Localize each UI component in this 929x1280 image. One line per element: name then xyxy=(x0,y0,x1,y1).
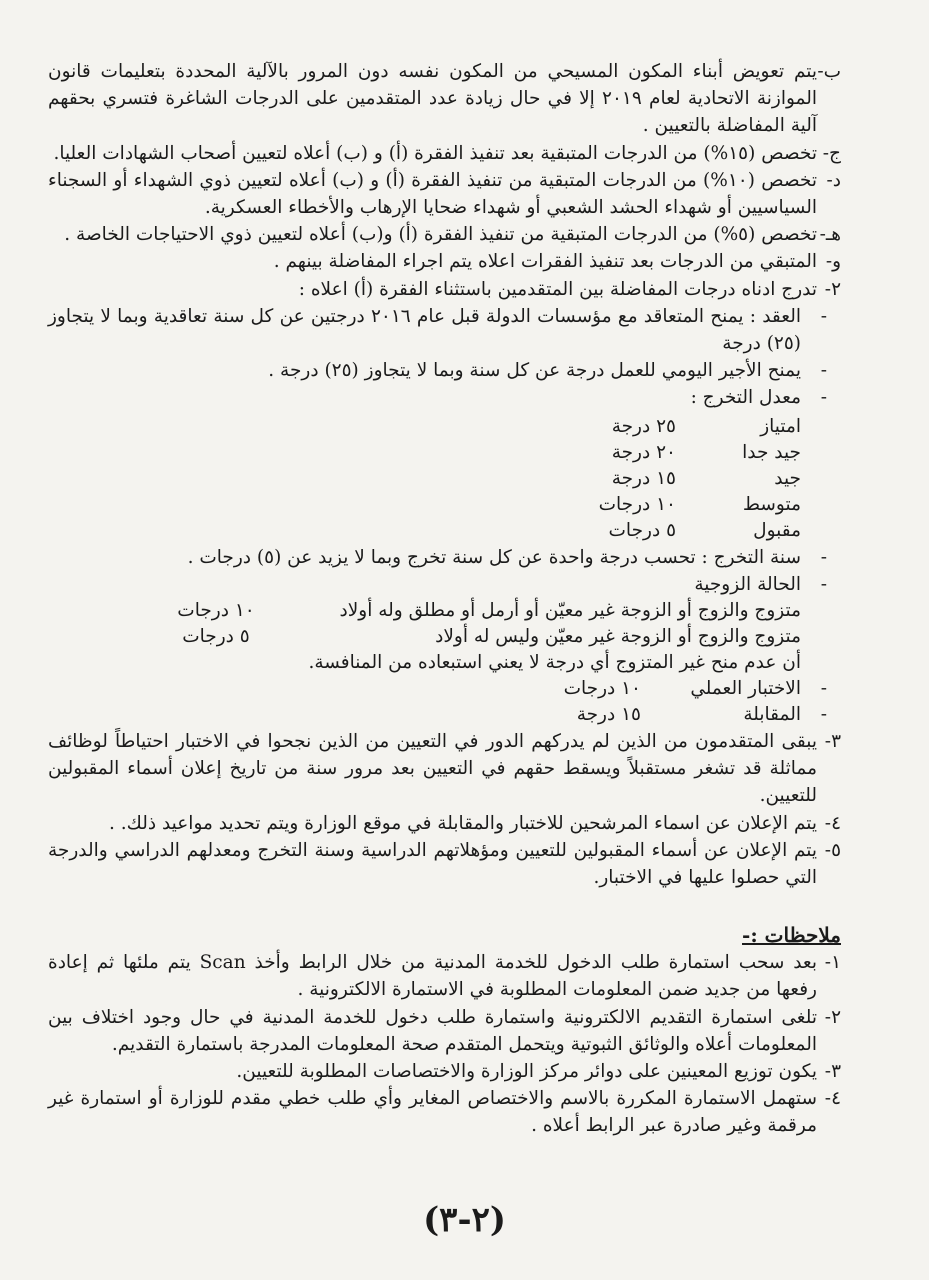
bullet-contract: - العقد : يمنح المتعاقد مع مؤسسات الدولة قبل عام ٢٠١٦ درجتين عن كل سنة تعاقدية وبما لا يتجاوز (٢٥) درجة xyxy=(48,305,827,355)
marital-row xyxy=(48,624,841,650)
grade-value: ١٠ درجات xyxy=(598,493,676,515)
clause-w xyxy=(48,248,841,275)
marital-value: ٥ درجات xyxy=(182,626,250,648)
clause-text: المتبقي من الدرجات بعد تنفيذ الفقرات اعلاه يتم اجراء المفاضلة بينهم . xyxy=(273,251,817,273)
bullet-grad-year: - سنة التخرج : تحسب درجة واحدة عن كل سنة تخرج وبما لا يزيد عن (٥) درجات . xyxy=(187,546,827,568)
clause-label: و- xyxy=(825,251,841,273)
bullet-text: سنة التخرج : تحسب درجة واحدة عن كل سنة تخرج وبما لا يزيد عن (٥) درجات . xyxy=(187,546,801,568)
grade-row xyxy=(48,414,841,440)
grade-value: ١٥ درجة xyxy=(611,467,676,489)
grade-name: مقبول xyxy=(753,519,801,541)
notes-heading: ملاحظات :- xyxy=(742,923,841,948)
note-label: ٢- xyxy=(824,1006,841,1028)
bullet-daily-worker: - يمنح الأجير اليومي للعمل درجة عن كل سنة وبما لا يتجاوز (٢٥) درجة . xyxy=(268,360,827,382)
clause-label: هـ- xyxy=(819,224,841,246)
bullet-gpa: - معدل التخرج : xyxy=(690,387,827,409)
note-text: يكون توزيع المعينين على دوائر مركز الوزارة والاختصاصات المطلوبة للتعيين. xyxy=(236,1061,817,1083)
grade-value: ٢٥ درجة xyxy=(611,415,676,437)
exam-value: ١٠ درجات xyxy=(563,678,641,700)
grade-name: جيد xyxy=(774,467,801,489)
section-text: يتم الإعلان عن اسماء المرشحين للاختبار والمقابلة في موقع الوزارة ويتم تحديد مواعيد ذلك. . xyxy=(108,812,817,834)
marital-value: ١٠ درجات xyxy=(177,600,255,622)
note-item xyxy=(48,949,841,1003)
grade-row xyxy=(48,518,841,544)
note-text: تلغى استمارة التقديم الالكترونية واستمارة طلب دخول للخدمة المدنية في حال وجود اختلاف بين المعلومات أعلاه والوثائق الثبوتية ويتحمل المتقدم صحة المعلومات المدرجة باستمارة التقديم. xyxy=(48,1006,817,1055)
grade-value: ٥ درجات xyxy=(608,519,676,541)
clause-text: تخصص (٥%) من الدرجات المتبقية من تنفيذ الفقرة (أ) و(ب) أعلاه لتعيين ذوي الاحتياجات الخاصة . xyxy=(64,224,817,246)
section-label: ٣- xyxy=(824,731,841,753)
interview-value: ١٥ درجة xyxy=(576,704,641,726)
grade-row xyxy=(48,492,841,518)
clause-d xyxy=(48,167,841,221)
note-label: ٤- xyxy=(824,1088,841,1110)
section-label: ٥- xyxy=(824,839,841,861)
grade-row xyxy=(48,466,841,492)
section-label: ٤- xyxy=(824,812,841,834)
clause-b xyxy=(48,58,841,140)
section-text: تدرج ادناه درجات المفاضلة بين المتقدمين باستثناء الفقرة (أ) اعلاه : xyxy=(298,278,817,300)
clause-label: ج- xyxy=(822,142,841,164)
bullet-text: الحالة الزوجية xyxy=(694,573,801,595)
bullet-marital: - الحالة الزوجية xyxy=(694,573,827,595)
marital-note: أن عدم منح غير المتزوج أي درجة لا يعني استبعاده من المنافسة. xyxy=(308,652,801,674)
grade-name: متوسط xyxy=(742,493,801,515)
clause-label: د- xyxy=(826,169,841,191)
note-label: ٣- xyxy=(824,1061,841,1083)
clause-label: ب- xyxy=(817,61,841,82)
bullet-text: معدل التخرج : xyxy=(690,387,801,409)
marital-row xyxy=(48,598,841,624)
bullet-text: العقد : يمنح المتعاقد مع مؤسسات الدولة قبل عام ٢٠١٦ درجتين عن كل سنة تعاقدية وبما لا يتجاوز (٢٥) درجة xyxy=(48,305,801,355)
note-text: ستهمل الاستمارة المكررة بالاسم والاختصاص المغاير وأي طلب خطي مقدم للوزارة أو استمارة غير مرقمة وغير صادرة عبر الرابط أعلاه . xyxy=(48,1088,817,1137)
clause-j xyxy=(48,140,841,167)
clause-h xyxy=(48,221,841,248)
note-item xyxy=(48,1085,841,1139)
bullet-interview: - المقابلة ١٥ درجة xyxy=(48,702,841,728)
section-3 xyxy=(48,728,841,810)
section-text: يبقى المتقدمون من الذين لم يدركهم الدور في التعيين من الذين نجحوا في الاختبار احتياطاً لوظائف مماثلة قد تشغر مستقبلاً ويسقط حقهم في التعيين بعد مرور سنة من تاريخ إعلان أسماء المقبولين للتعيين. xyxy=(48,731,817,807)
section-2 xyxy=(48,276,841,303)
interview-name: المقابلة xyxy=(743,704,801,726)
bullet-practical-exam: - الاختبار العملي ١٠ درجات xyxy=(48,676,841,702)
note-item xyxy=(48,1058,841,1085)
note-text: بعد سحب استمارة طلب الدخول للخدمة المدنية من خلال الرابط وأخذ Scan يتم ملئها ثم إعادة رفعها من جديد ضمن المعلومات المطلوبة في الاستمارة الالكترونية . xyxy=(48,952,818,1001)
section-5 xyxy=(48,837,841,891)
grade-name: امتياز xyxy=(760,415,801,437)
grade-row xyxy=(48,440,841,466)
page-number: (٢-٣) xyxy=(423,1200,506,1240)
grades-list xyxy=(48,414,841,544)
section-4 xyxy=(48,810,841,837)
grade-name: جيد جدا xyxy=(742,441,801,463)
clause-text: تخصص (١٥%) من الدرجات المتبقية بعد تنفيذ الفقرة (أ) و (ب) أعلاه لتعيين أصحاب الشهادات العليا. xyxy=(53,142,817,164)
marital-list xyxy=(48,598,841,676)
clause-text: يتم تعويض أبناء المكون المسيحي من المكون نفسه دون المرور بالآلية المحددة بتعليمات قانون الموازنة الاتحادية لعام ٢٠١٩ إلا في حال زيادة عدد المتقدمين على الدرجات الشاغرة فتسري بحقهم آلية المفاضلة بالتعيين . xyxy=(48,61,817,137)
exam-name: الاختبار العملي xyxy=(690,678,801,700)
marital-text: متزوج والزوج أو الزوجة غير معيّن أو أرمل أو مطلق وله أولاد xyxy=(339,600,801,622)
section-text: يتم الإعلان عن أسماء المقبولين للتعيين ومؤهلاتهم الدراسية وسنة التخرج ومعدلهم الدراسي والدرجة التي حصلوا عليها في الاختبار. xyxy=(48,839,817,889)
bullet-text: يمنح الأجير اليومي للعمل درجة عن كل سنة وبما لا يتجاوز (٢٥) درجة . xyxy=(268,360,801,382)
grade-value: ٢٠ درجة xyxy=(611,441,676,463)
section-label: ٢- xyxy=(824,278,841,300)
marital-text: متزوج والزوج أو الزوجة غير معيّن وليس له أولاد xyxy=(435,626,801,648)
note-item xyxy=(48,1004,841,1058)
note-label: ١- xyxy=(824,952,841,974)
clause-text: تخصص (١٠%) من الدرجات المتبقية من تنفيذ الفقرة (أ) و (ب) أعلاه لتعيين ذوي الشهداء أو السجناء السياسيين أو شهداء الحشد الشعبي أو شهداء ضحايا الإرهاب والأخطاء العسكرية. xyxy=(48,169,817,219)
